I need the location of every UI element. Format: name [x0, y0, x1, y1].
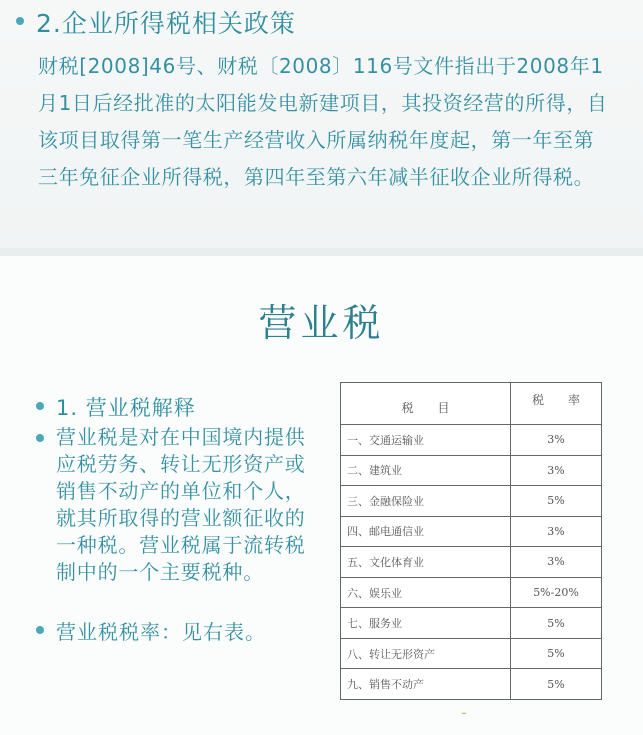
rate-note: 营业税税率：见右表。 [56, 620, 266, 644]
tax-item-cell: 二、建筑业 [341, 455, 511, 486]
bullet-dot [36, 434, 44, 442]
column-header-rate: 税 率 [511, 383, 602, 425]
tax-rate-cell: 3% [511, 455, 602, 486]
tax-rate-cell: 5% [511, 638, 602, 669]
slide-divider [0, 248, 643, 256]
table-row [341, 516, 602, 547]
watermark-mark: ـ [462, 702, 467, 718]
tax-item-cell: 九、销售不动产 [341, 669, 511, 700]
tax-rate-cell: 5% [511, 608, 602, 639]
tax-rate-table [340, 382, 602, 700]
bullet-dot [36, 626, 44, 634]
section-title: 营业税 [258, 301, 385, 345]
policy-paragraph: 财税[2008]46号、财税〔2008〕116号文件指出于2008年1月1日后经批准的太阳能发电新建项目，其投资经营的所得，自该项目取得第一笔生产经营收入所属纳税年度起，第一年至第三年免征企业所得税，第四年至第六年减半征收企业所得税。 [38, 54, 608, 189]
explanation-description: 营业税是对在中国境内提供应税劳务、转让无形资产或销售不动产的单位和个人，就其所取得的营业额征收的一种税。营业税属于流转税制中的一个主要税种。 [56, 425, 306, 584]
table-header-row [341, 383, 602, 425]
tax-item-cell: 一、交通运输业 [341, 425, 511, 456]
policy-heading: 2.企业所得税相关政策 [36, 9, 296, 38]
bullet-dot [36, 402, 44, 410]
table-row [341, 455, 602, 486]
tax-item-cell: 五、文化体育业 [341, 547, 511, 578]
table-row [341, 577, 602, 608]
bullet-dot [16, 17, 24, 25]
table-row [341, 547, 602, 578]
tax-rate-cell: 3% [511, 425, 602, 456]
tax-item-cell: 七、服务业 [341, 608, 511, 639]
tax-item-cell: 三、金融保险业 [341, 486, 511, 517]
table-row [341, 608, 602, 639]
tax-rate-cell: 3% [511, 547, 602, 578]
column-header-item: 税 目 [341, 383, 511, 425]
tax-rate-cell: 3% [511, 516, 602, 547]
tax-rate-cell: 5% [511, 669, 602, 700]
table-row [341, 669, 602, 700]
tax-rate-cell: 5%-20% [511, 577, 602, 608]
explanation-heading: 1. 营业税解释 [56, 396, 196, 420]
table-row [341, 486, 602, 517]
tax-rate-cell: 5% [511, 486, 602, 517]
tax-item-cell: 六、娱乐业 [341, 577, 511, 608]
table-row [341, 425, 602, 456]
table-body [341, 425, 602, 700]
tax-item-cell: 四、邮电通信业 [341, 516, 511, 547]
table-row [341, 638, 602, 669]
tax-item-cell: 八、转让无形资产 [341, 638, 511, 669]
